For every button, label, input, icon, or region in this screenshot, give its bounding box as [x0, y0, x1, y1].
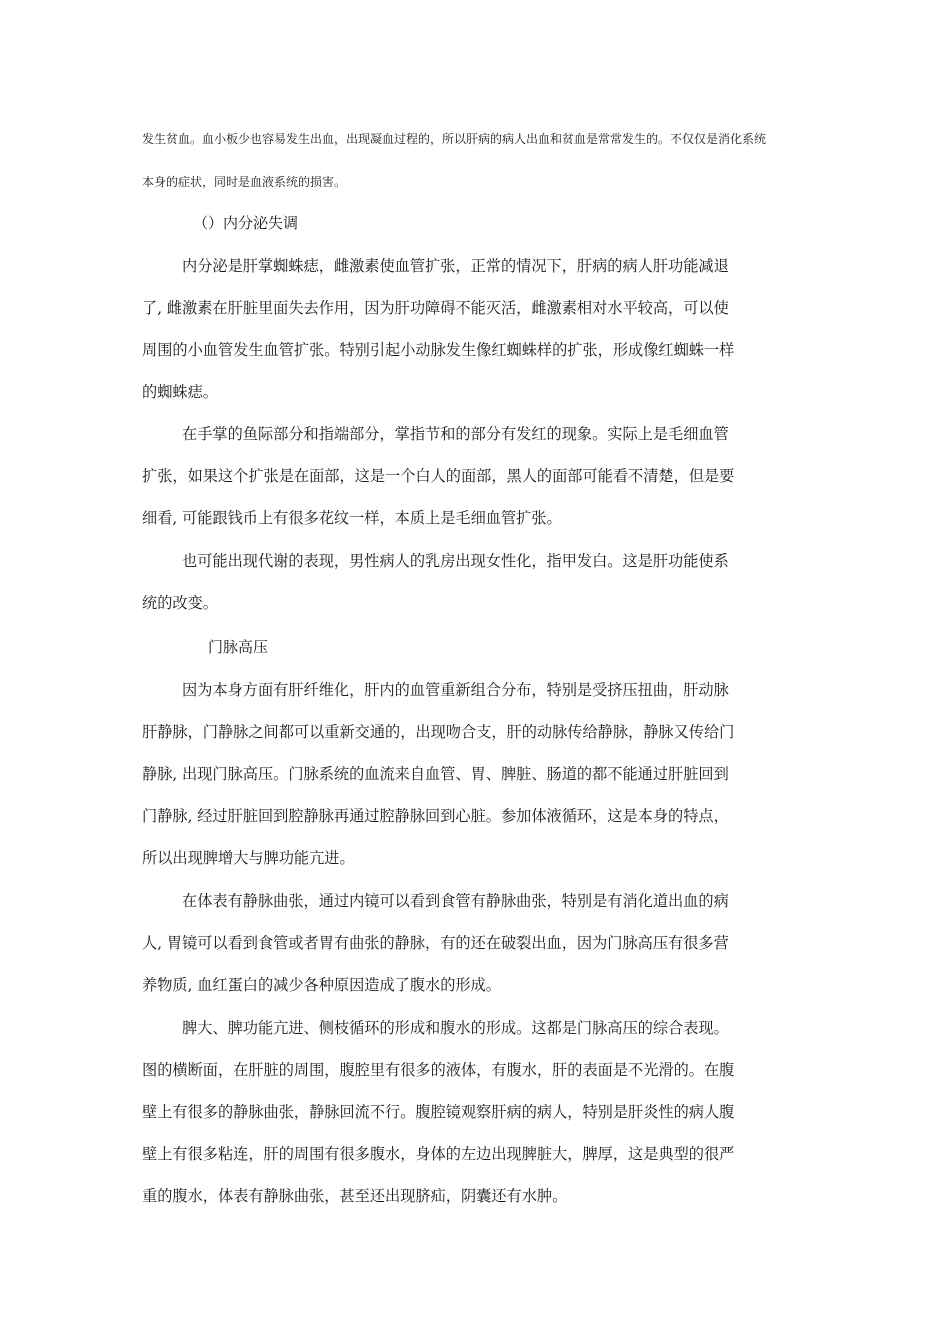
text-line: 的蜘蛛痣。 [142, 383, 218, 401]
paragraph-portal-3 [142, 1007, 822, 1217]
text-line: 细看, 可能跟钱币上有很多花纹一样，本质上是毛细血管扩张。 [142, 509, 562, 527]
text-line: 在体表有静脉曲张，通过内镜可以看到食管有静脉曲张，特别是有消化道出血的病 [182, 892, 729, 910]
text-line: 养物质, 血红蛋白的减少各种原因造成了腹水的形成。 [142, 976, 501, 994]
text-line: 壁上有很多粘连，肝的周围有很多腹水，身体的左边出现脾脏大，脾厚，这是典型的很严 [142, 1145, 735, 1163]
text-line: 了, 雌激素在肝脏里面失去作用，因为肝功障碍不能灭活，雌激素相对水平较高，可以使 [142, 299, 729, 317]
text-line: 门静脉, 经过肝脏回到腔静脉再通过腔静脉回到心脏。参加体液循环，这是本身的特点， [142, 807, 729, 825]
paragraph-portal-1 [142, 669, 822, 879]
text-line: 内分泌是肝掌蜘蛛痣，雌激素使血管扩张，正常的情况下，肝病的病人肝功能减退 [182, 257, 729, 275]
top-paragraph-line-1: 发生贫血。血小板少也容易发生出血，出现凝血过程的，所以肝病的病人出血和贫血是常常发生的。不仅仅是消化系统 [142, 132, 767, 146]
section-heading-endocrine: （）内分泌失调 [193, 214, 299, 232]
text-line: 周围的小血管发生血管扩张。特别引起小动脉发生像红蜘蛛样的扩张，形成像红蜘蛛一样 [142, 341, 735, 359]
paragraph-endocrine-2 [142, 413, 822, 539]
text-line: 统的改变。 [142, 594, 218, 612]
text-line: 所以出现脾增大与脾功能亢进。 [142, 849, 355, 867]
text-line: 扩张，如果这个扩张是在面部，这是一个白人的面部，黑人的面部可能看不清楚，但是要 [142, 467, 735, 485]
text-line: 静脉, 出现门脉高压。门脉系统的血流来自血管、胃、脾脏、肠道的都不能通过肝脏回到 [142, 765, 729, 783]
text-line: 在手掌的鱼际部分和指端部分，掌指节和的部分有发红的现象。实际上是毛细血管 [182, 425, 729, 443]
paragraph-portal-2 [142, 880, 822, 1006]
text-line: 重的腹水，体表有静脉曲张，甚至还出现脐疝，阴囊还有水肿。 [142, 1187, 568, 1205]
text-line: 肝静脉，门静脉之间都可以重新交通的，出现吻合支，肝的动脉传给静脉，静脉又传给门 [142, 723, 735, 741]
text-line: 壁上有很多的静脉曲张，静脉回流不行。腹腔镜观察肝病的病人，特别是肝炎性的病人腹 [142, 1103, 735, 1121]
paragraph-endocrine-3 [142, 540, 822, 624]
top-paragraph-line-2: 本身的症状，同时是血液系统的损害。 [142, 175, 347, 189]
text-line: 脾大、脾功能亢进、侧枝循环的形成和腹水的形成。这都是门脉高压的综合表现。 [182, 1019, 729, 1037]
paragraph-endocrine-1 [142, 245, 822, 413]
text-line: 因为本身方面有肝纤维化，肝内的血管重新组合分布，特别是受挤压扭曲，肝动脉 [182, 681, 729, 699]
text-line: 图的横断面，在肝脏的周围，腹腔里有很多的液体，有腹水，肝的表面是不光滑的。在腹 [142, 1061, 735, 1079]
section-heading-portal: 门脉高压 [208, 638, 269, 656]
text-line: 人, 胃镜可以看到食管或者胃有曲张的静脉，有的还在破裂出血，因为门脉高压有很多营 [142, 934, 729, 952]
text-line: 也可能出现代谢的表现，男性病人的乳房出现女性化，指甲发白。这是肝功能使系 [182, 552, 729, 570]
